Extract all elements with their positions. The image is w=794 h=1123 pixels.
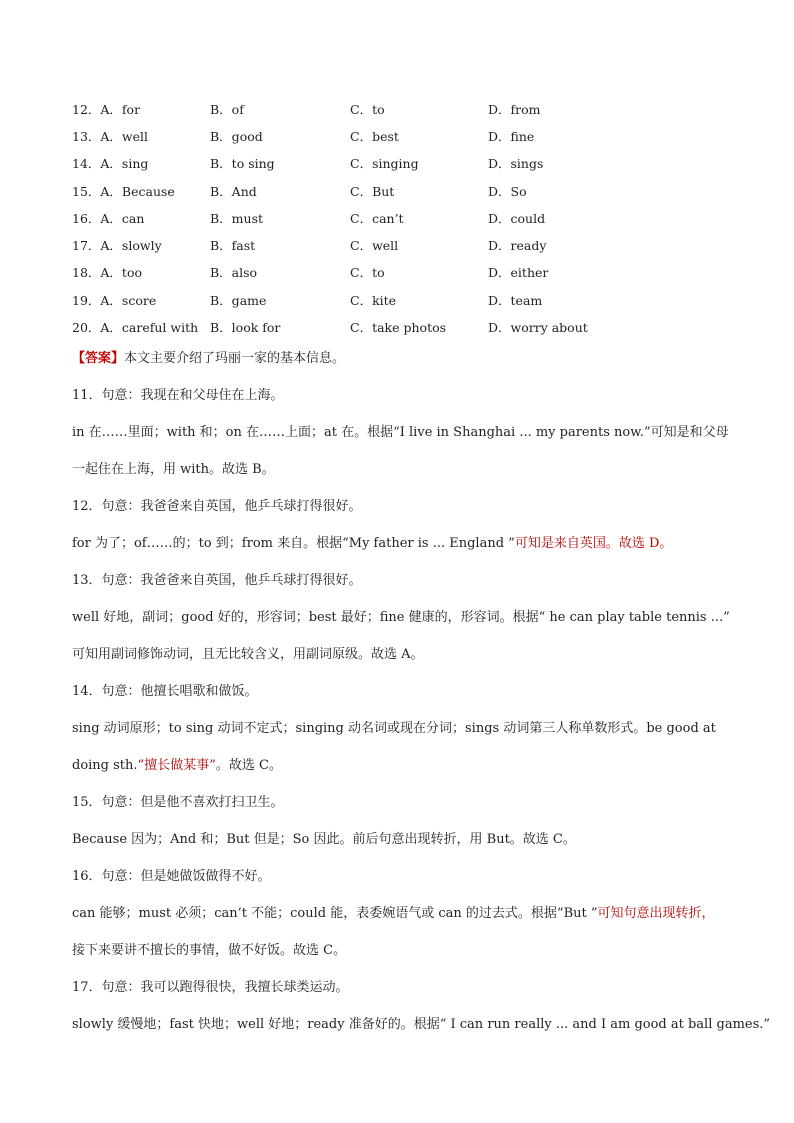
q15-meaning: 15．句意：但是他不喜欢打扫卫生。: [72, 795, 284, 810]
q13-meaning: 13．句意：我爸爸来自英国，他乒乓球打得很好。: [72, 573, 362, 588]
q12-detail-highlight: 可知是来自英国。故选 D。: [514, 536, 673, 551]
q12-detail: [72, 525, 736, 562]
option-row-16: [72, 204, 752, 231]
option-b: B．also: [210, 265, 258, 281]
option-row-14: [72, 150, 752, 177]
option-row-20: [72, 313, 752, 340]
option-a: 16．A．can: [72, 210, 145, 226]
answer-options-table: [72, 95, 752, 341]
q11-detail-line1: in 在……里面；with 和；on 在……上面；at 在。根据“I live in Shanghai ... my parents now.”可知是和父母: [72, 425, 729, 440]
q16-detail-line2: 接下来要讲不擅长的事情，做不好饭。故选 C。: [72, 943, 347, 958]
option-a: 18．A．too: [72, 265, 143, 281]
option-d: D．team: [488, 292, 543, 308]
q13-detail-line2: 可知用副词修饰动词，且无比较含义，用副词原级。故选 A。: [72, 647, 424, 662]
option-c: C．take photos: [350, 320, 447, 336]
option-b: B．of: [210, 101, 244, 117]
summary-text: 本文主要介绍了玛丽一家的基本信息。: [124, 351, 346, 366]
option-a: 20．A．careful with: [72, 320, 199, 336]
option-b: B．good: [210, 128, 263, 144]
option-c: C．well: [350, 238, 399, 254]
option-a: 19．A．score: [72, 292, 157, 308]
option-b: B．And: [210, 183, 257, 199]
option-c: C．singing: [350, 156, 419, 172]
q14-detail-line1: sing 动词原形；to sing 动词不定式；singing 动名词或现在分词；sings 动词第三人称单数形式。be good at: [72, 721, 716, 736]
answer-tag: 【答案】: [72, 351, 125, 366]
option-a: 13．A．well: [72, 128, 149, 144]
option-d: D．could: [488, 210, 546, 226]
option-d: D．from: [488, 101, 541, 117]
option-d: D．fine: [488, 128, 535, 144]
option-a: 14．A．sing: [72, 156, 149, 172]
q17-meaning: 17．句意：我可以跑得很快，我擅长球类运动。: [72, 980, 349, 995]
q11-meaning: 11．句意：我现在和父母住在上海。: [72, 388, 284, 403]
option-a: 12．A．for: [72, 101, 141, 117]
option-row-13: [72, 122, 752, 149]
q14-detail-highlight: “擅长做某事”: [137, 758, 216, 773]
option-d: D．either: [488, 265, 549, 281]
q16-detail-highlight: 可知句意出现转折，: [597, 906, 715, 921]
option-d: D．sings: [488, 156, 544, 172]
option-c: C．best: [350, 128, 399, 144]
option-c: C．to: [350, 265, 385, 281]
option-b: B．to sing: [210, 156, 275, 172]
option-row-19: [72, 286, 752, 313]
answer-summary: [72, 340, 736, 377]
option-b: B．must: [210, 210, 264, 226]
q14-detail-end: 。故选 C。: [215, 758, 282, 773]
q12-detail-text: for 为了；of……的；to 到；from 来自。根据“My father is ... England ”: [72, 536, 515, 551]
q11-detail-line2: 一起住在上海，用 with。故选 B。: [72, 462, 275, 477]
q15-detail: Because 因为；And 和；But 但是；So 因此。前后句意出现转折，用 But。故选 C。: [72, 832, 576, 847]
q16-detail-line1: [72, 895, 736, 932]
q16-detail-text: can 能够；must 必须；can’t 不能；could 能，表委婉语气或 can 的过去式。根据“But ”: [72, 906, 598, 921]
option-c: C．can’t: [350, 210, 404, 226]
option-c: C．But: [350, 183, 395, 199]
option-a: 17．A．slowly: [72, 238, 162, 254]
option-c: C．to: [350, 101, 385, 117]
q13-detail-line1: well 好地，副词；good 好的，形容词；best 最好；fine 健康的，形容词。根据“ he can play table tennis ...”: [72, 610, 730, 625]
q16-meaning: 16．句意：但是她做饭做得不好。: [72, 869, 271, 884]
option-d: D．worry about: [488, 320, 588, 336]
q12-meaning-line: 12．句意：我爸爸来自英国，他乒乓球打得很好。: [72, 499, 362, 514]
q17-detail: slowly 缓慢地；fast 快地；well 好地；ready 准备好的。根据“ I can run really ... and I am good at ball games.”: [72, 1017, 771, 1032]
q14-meaning: 14．句意：他擅长唱歌和做饭。: [72, 684, 258, 699]
answer-explanations: [72, 340, 771, 1043]
option-row-12: [72, 95, 752, 122]
option-a: 15．A．Because: [72, 183, 175, 199]
option-b: B．game: [210, 292, 267, 308]
option-d: D．So: [488, 183, 527, 199]
option-b: B．look for: [210, 320, 281, 336]
option-row-15: [72, 177, 752, 204]
option-b: B．fast: [210, 238, 256, 254]
option-row-17: [72, 231, 752, 258]
option-row-18: [72, 259, 752, 286]
q14-detail-text: doing sth.: [72, 758, 138, 773]
option-c: C．kite: [350, 292, 397, 308]
q14-detail-line2: [72, 747, 736, 784]
option-d: D．ready: [488, 238, 547, 254]
